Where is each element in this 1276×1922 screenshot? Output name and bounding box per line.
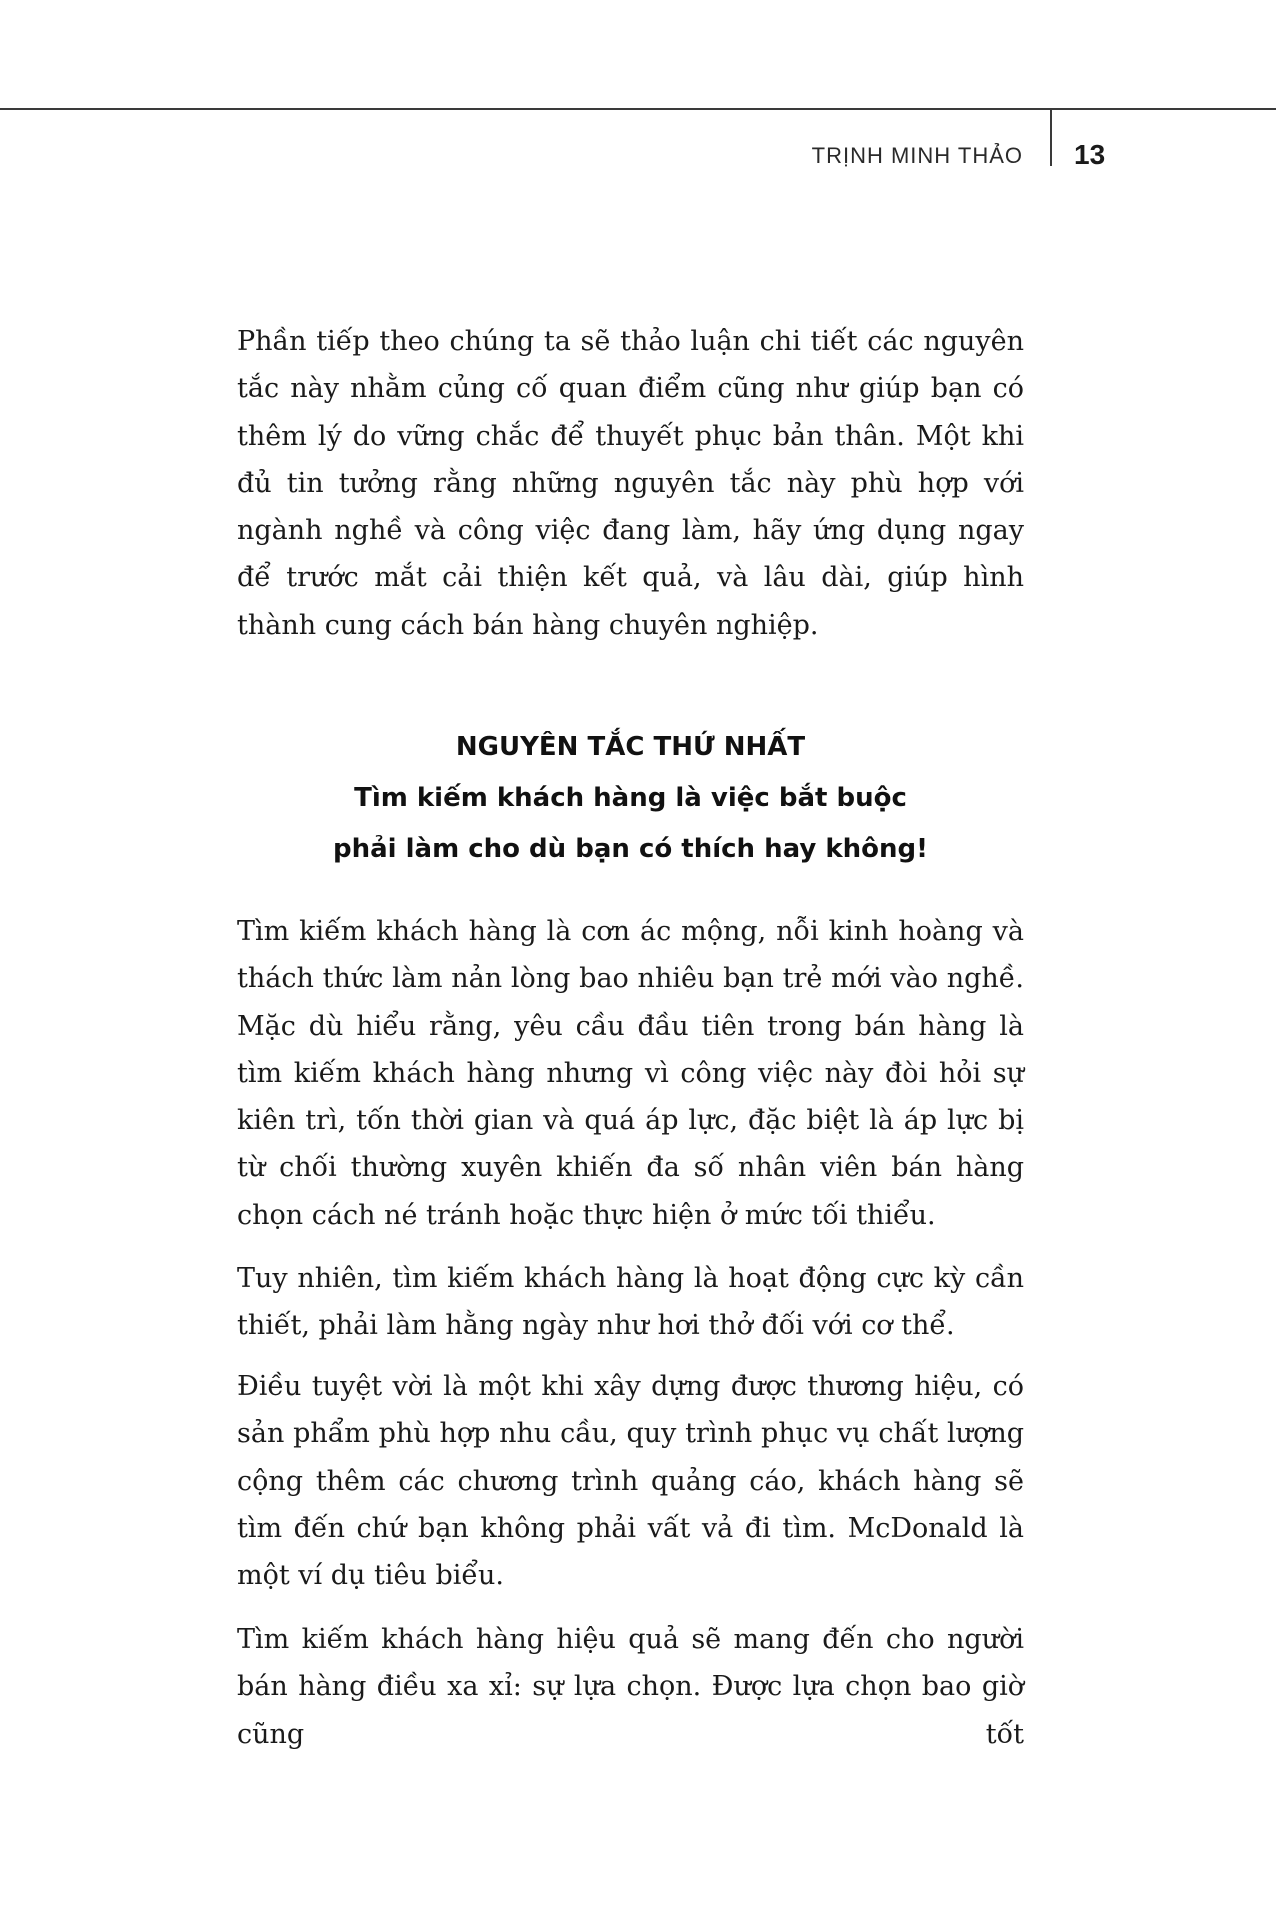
header-divider <box>1050 109 1052 166</box>
header-rule <box>0 108 1276 110</box>
body-paragraph: Điều tuyệt vời là một khi xây dựng được thương hiệu, có sản phẩm phù hợp nhu cầu, quy trình phục vụ chất lượng cộng thêm các chương trình quảng cáo, khách hàng sẽ tìm đến chứ bạn không phải vất vả đi tìm. McDonald là một ví dụ tiêu biểu. <box>237 1371 1024 1592</box>
section-subtitle-line-1: Tìm kiếm khách hàng là việc bắt buộc <box>354 783 907 813</box>
intro-paragraph: Phần tiếp theo chúng ta sẽ thảo luận chi tiết các nguyên tắc này nhằm củng cố quan điểm cũng như giúp bạn có thêm lý do vững chắc để thuyết phục bản thân. Một khi đủ tin tưởng rằng những nguyên tắc này phù hợp với ngành nghề và công việc đang làm, hãy ứng dụng ngay để trước mắt cải thiện kết quả, và lâu dài, giúp hình thành cung cách bán hàng chuyên nghiệp. <box>237 326 1024 641</box>
body-paragraph: Tìm kiếm khách hàng là cơn ác mộng, nỗi kinh hoàng và thách thức làm nản lòng bao nhiêu bạn trẻ mới vào nghề. Mặc dù hiểu rằng, yêu cầu đầu tiên trong bán hàng là tìm kiếm khách hàng nhưng vì công việc này đòi hỏi sự kiên trì, tốn thời gian và quá áp lực, đặc biệt là áp lực bị từ chối thường xuyên khiến đa số nhân viên bán hàng chọn cách né tránh hoặc thực hiện ở mức tối thiểu. <box>237 916 1024 1231</box>
body-paragraph: Tìm kiếm khách hàng hiệu quả sẽ mang đến cho người bán hàng điều xa xỉ: sự lựa chọn. Được lựa chọn bao giờ cũng tốt <box>237 1624 1024 1750</box>
paragraph-block-3 <box>237 1363 1024 1599</box>
body-paragraph: Tuy nhiên, tìm kiếm khách hàng là hoạt động cực kỳ cần thiết, phải làm hằng ngày như hơi thở đối với cơ thể. <box>237 1263 1024 1342</box>
paragraph-block-2 <box>237 1255 1024 1350</box>
page-number: 13 <box>1074 139 1106 170</box>
section-title: NGUYÊN TẮC THỨ NHẤT <box>455 732 806 762</box>
intro-paragraph-block <box>237 318 1024 649</box>
section-subtitle-line-2: phải làm cho dù bạn có thích hay không! <box>332 834 928 864</box>
section-heading <box>237 722 1024 875</box>
paragraph-block-4 <box>237 1616 1024 1758</box>
paragraph-block-1 <box>237 908 1024 1239</box>
running-header-author: TRỊNH MINH THẢO <box>811 143 1023 168</box>
